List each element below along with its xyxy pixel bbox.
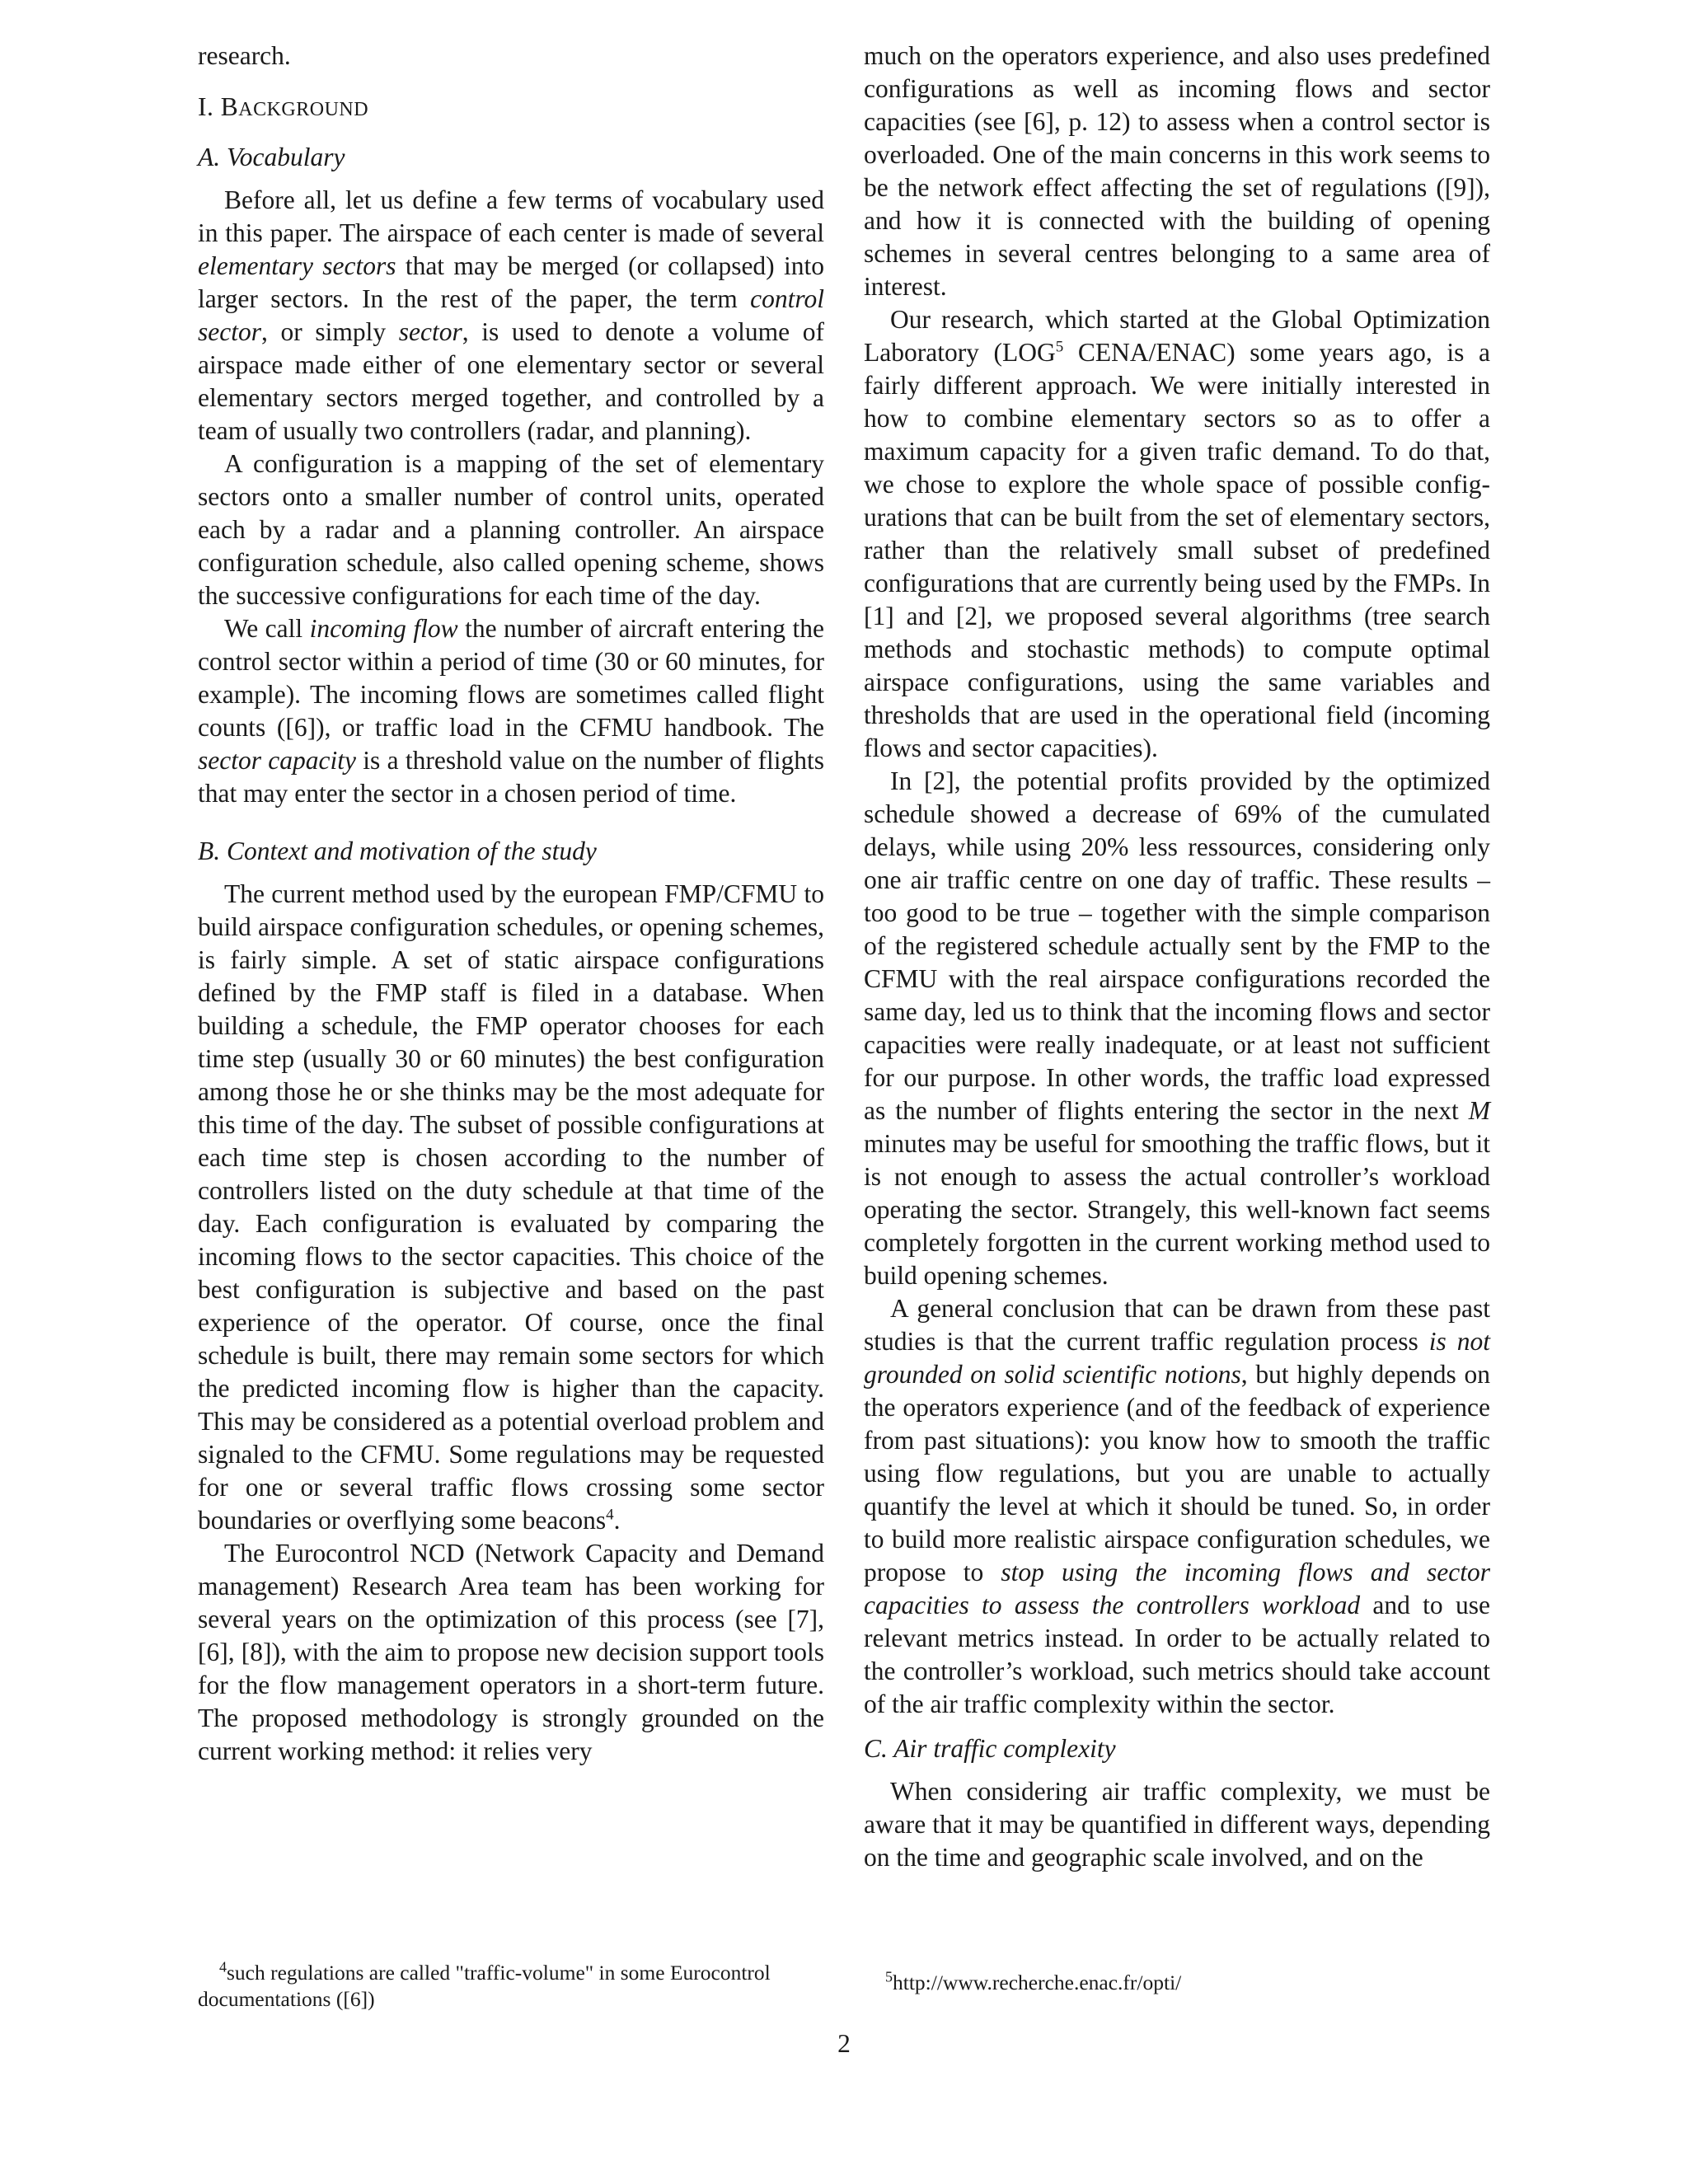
paragraph-vocabulary-1: Before all, let us define a few terms of vocabulary used in this paper. The airspace of each center is made of several elementary sectors that may be merged (or collapsed) into larger sectors. In the rest of the paper, the term control sector, or simply sector, is used to denote a volume of airspace made either of one elementary sector or several elementary sectors merged together, and controlled by a team of usually two controllers (radar, and planning). [198,185,825,445]
paragraph-continued: much on the operators experience, and also uses predefined configurations as well as incoming flows and sector capacities (see [6], p. 12) to assess when a control sector is overloaded. One of the main concerns in this work seems to be the network effect affecting the set of regulations ([9]), and how it is connected with the building of opening schemes in several centres belonging to a same area of interest. [864,41,1490,301]
footnote-text-5: http://www.recherche.enac.fr/opti/ [893,1971,1182,1994]
paragraph-context-2: The Eurocontrol NCD (Network Capacity and Demand management) Research Area team has been working for several years on the optimization of this process (see [7],[6], [8]), with the aim to propose new decision support tools for the flow management operators in a short-term future. The proposed methodology is strongly grounded on the current working method: it relies very [198,1539,824,1765]
footnote-ref-5: 5 [1055,338,1064,356]
paragraph-conclusion: A general conclusion that can be drawn from these past studies is that the current traffic regulation process is not grounded on solid scientific notions, but highly depends on the operators experience (and of the feedback of experience from past situations): you know how to smooth the traffic using flow regulations, but you are unable to actually quantify the level at which it should be tuned. So, in order to build more realistic airspace configuration schedules, we propose to stop using the incoming flows and sector capacities to assess the controllers workload and to use relevant metrics instead. In order to be actually related to the controller’s workload, such metrics should take account of the air traffic complexity within the sector. [864,1294,1491,1718]
subsection-title-complexity: C. Air traffic complexity [864,1734,1116,1763]
footnote-mark-5: 5 [885,1968,893,1985]
paragraph-vocabulary-3: We call incoming flow the number of aircraft entering the control sector within a period of time (30 or 60 minutes, for example). The incoming flows are sometimes called flight counts ([6]), or traffic load in the CFMU handbook. The sector capacity is a threshold value on the number of flights that may enter the sector in a chosen period of time. [198,614,825,808]
footnote-mark-4: 4 [219,1958,227,1975]
intro-tail: research. [198,41,291,70]
left-column [198,40,824,1768]
paragraph-context-1: The current method used by the european FMP/CFMU to build airspace configuration schedules, or opening schemes, is fairly simple. A set of static airspace configurations defined by the FMP staff is filed in a database. When building a schedule, the FMP operator chooses for each time step (usually 30 or 60 minutes) the best configuration among those he or she thinks may be the most adequate for this time of the day. The subset of possible configurations at each time step is chosen according to the number of controllers listed on the duty schedule at that time of the day. Each configuration is evaluated by comparing the incoming flows to the sector capacities. This choice of the best configuration is subjective and based on the past experience of the operator. Of course, once the final schedule is built, there may remain some sectors for which the predicted incoming flow is higher than the capacity. This may be considered as a potential overload problem and signaled to the CFMU. Some regulations may be requested for one or several traffic flows crossing some sector boundaries or overflying some beacons$^4$. [198,879,824,1535]
paragraph-vocabulary-2: A configuration is a mapping of the set of elementary sectors onto a smaller number of control units, operated each by a radar and a planning controller. An airspace configuration schedule, also called opening scheme, shows the successive configurations for each time of the day. [198,449,824,610]
paragraph-complexity: When considering air traffic complexity, we must be aware that it may be quantified in different ways, depending on the time and geographic scale involved, and on the [864,1777,1490,1872]
footnote-4 [198,1960,824,2013]
section-title-background: I. BACKGROUND [198,92,369,121]
right-column [864,40,1490,1874]
paragraph-research: Our research, which started at the Global Optimization Laboratory (LOG$^5$ CENA/ENAC) some years ago, is a fairly different approach. We were initially interested in how to combine elementary sectors so as to offer a maximum capacity for a given trafic demand. To do that, we chose to explore the whole space of possible configurations that can be built from the set of elementary sectors, rather than the relatively small subset of predefined configurations that are currently being used by the FMPs. In [1] and [2], we proposed several algorithms (tree search methods and stochastic methods) to compute optimal airspace configurations, using the same variables and thresholds that are used in the operational field (incoming flows and sector capacities). [864,305,1490,762]
footnote-text-4: such regulations are called "traffic-volume" in some Eurocontrol documentations ([6]) [198,1961,771,2011]
subsection-title-vocabulary: A. Vocabulary [198,143,345,171]
page-number: 2 [837,2029,851,2058]
paragraph-results: In [2], the potential profits provided by the optimized schedule showed a decrease of 69% of the cumulated delays, while using 20% less ressources, considering only one air traffic centre on one day of traffic. These results – too good to be true – together with the simple comparison of the registered schedule actually sent by the FMP to the CFMU with the real airspace configurations recorded the same day, led us to think that the incoming flows and sector capacities were really inadequate, or at least not sufficient for our purpose. In other words, the traffic load expressed as the number of flights entering the sector in the next M minutes may be useful for smoothing the traffic flows, but it is not enough to assess the actual controller’s workload operating the sector. Strangely, this well-known fact seems completely forgotten in the current working method used to build opening schemes. [864,766,1490,1290]
subsection-title-context: B. Context and motivation of the study [198,837,597,865]
footnote-5 [864,1970,1490,1996]
footnote-ref-4: 4 [606,1506,614,1524]
math-variable-m: M [1468,1096,1490,1125]
